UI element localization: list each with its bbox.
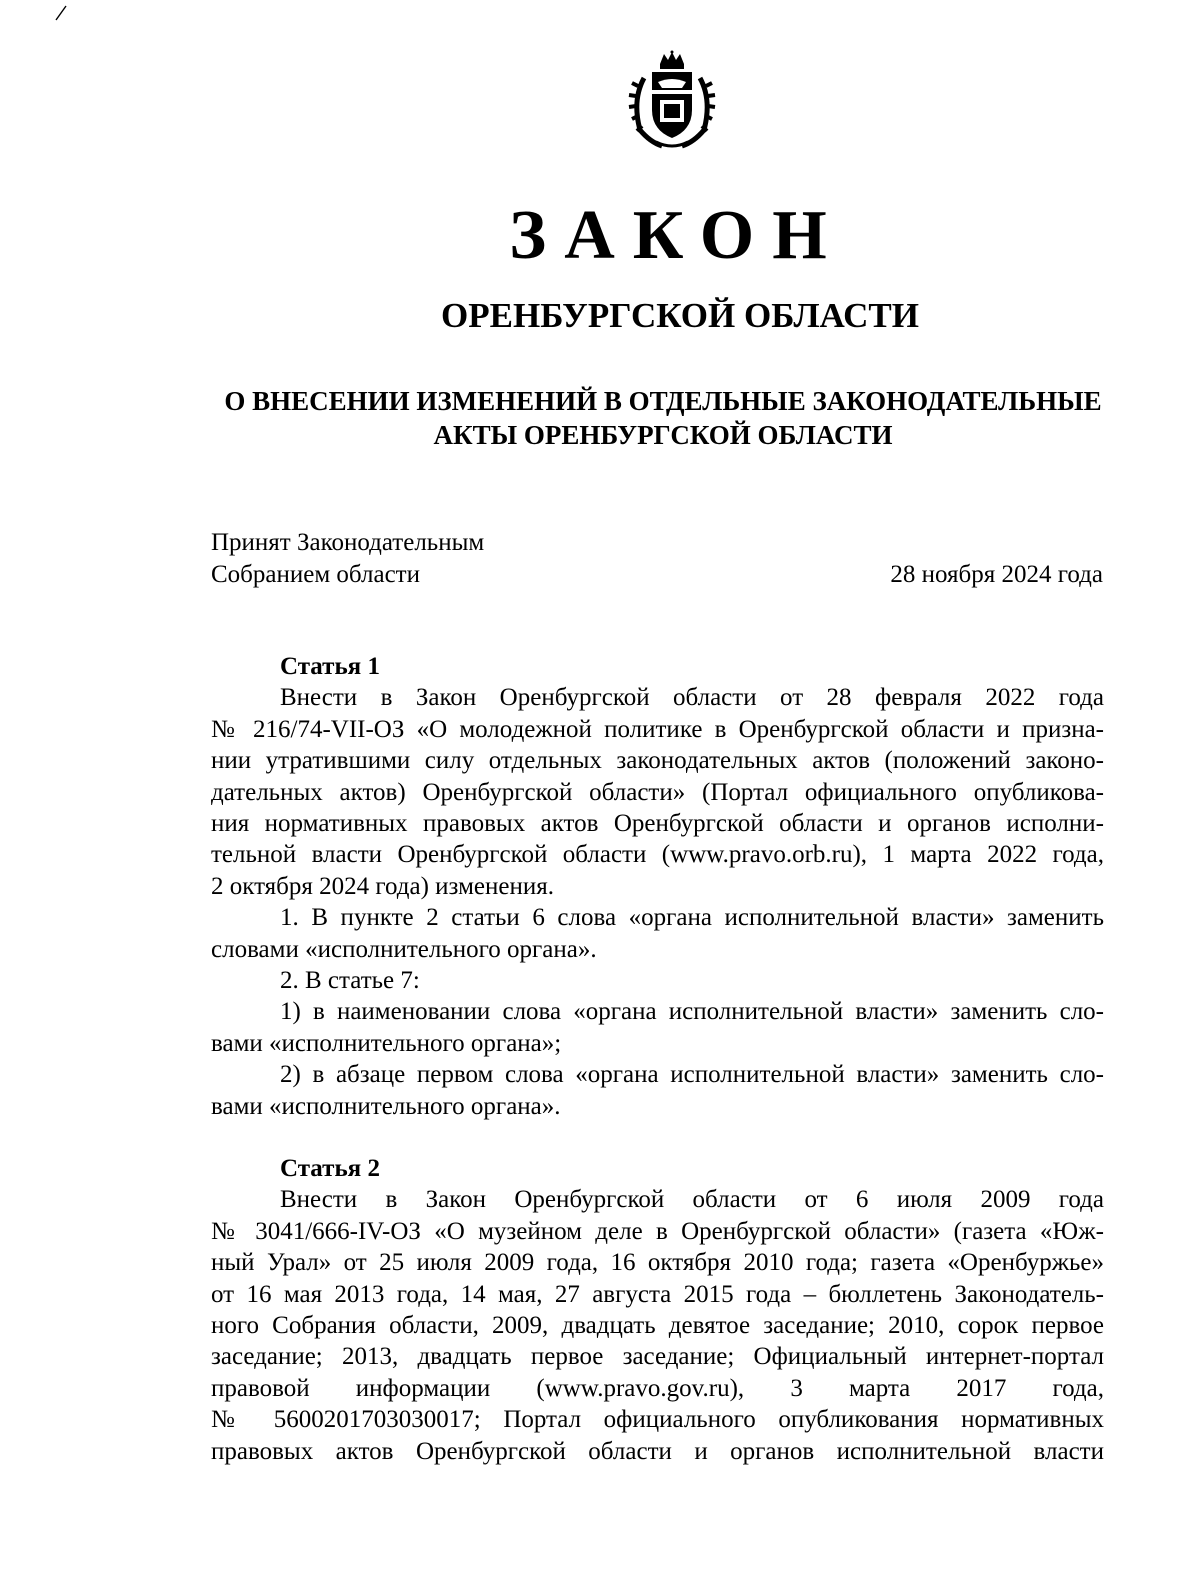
article-line: № 216/74-VII-ОЗ «О молодежной политике в Оренбургской области и призна-	[211, 715, 1104, 743]
article-line: заседание; 2013, двадцать первое заседание; Официальный интернет-портал	[211, 1343, 1104, 1371]
region-title: ОРЕНБУРГСКОЙ ОБЛАСТИ	[441, 296, 919, 335]
article-2	[211, 1153, 1104, 1467]
law-subject	[0, 384, 1200, 452]
article-line: ния нормативных правовых актов Оренбургской области и органов исполни-	[211, 810, 1104, 838]
adoption-line: Собранием области	[211, 561, 420, 588]
article-heading: Статья 2	[280, 1155, 380, 1182]
article-line: правовых актов Оренбургской области и органов исполнительной власти	[211, 1437, 1104, 1465]
document-title: ЗАКОН	[509, 197, 845, 274]
article-line: № 5600201703030017; Портал официального опубликования нормативных	[211, 1406, 1104, 1434]
article-line: 2 октября 2024 года) изменения.	[211, 872, 554, 900]
adoption-info	[211, 527, 484, 591]
coat-of-arms-emblem	[622, 50, 722, 150]
article-line: 2. В статье 7:	[280, 967, 420, 995]
article-line: правовой информации (www.pravo.gov.ru), 3 марта 2017 года,	[211, 1374, 1104, 1402]
article-line: вами «исполнительного органа».	[211, 1092, 561, 1120]
article-line: тельной власти Оренбургской области (www.pravo.orb.ru), 1 марта 2022 года,	[211, 841, 1104, 869]
article-line: дательных актов) Оренбургской области» (Портал официального опубликова-	[211, 778, 1104, 806]
article-line: словами «исполнительного органа».	[211, 935, 597, 963]
article-line: № 3041/666-IV-ОЗ «О музейном деле в Оренбургской области» (газета «Юж-	[211, 1217, 1104, 1245]
article-line: нии утратившими силу отдельных законодательных актов (положений законо-	[211, 747, 1104, 775]
article-line: вами «исполнительного органа»;	[211, 1029, 562, 1057]
article-line: Внести в Закон Оренбургской области от 28 февраля 2022 года	[280, 684, 1104, 712]
law-subject-line: О ВНЕСЕНИИ ИЗМЕНЕНИЙ В ОТДЕЛЬНЫЕ ЗАКОНОДАТЕЛЬНЫЕ	[224, 386, 1102, 416]
article-1	[211, 651, 1104, 1122]
adoption-date: 28 ноября 2024 года	[890, 561, 1103, 588]
law-subject-line: АКТЫ ОРЕНБУРГСКОЙ ОБЛАСТИ	[433, 420, 893, 450]
article-line: от 16 мая 2013 года, 14 мая, 27 августа 2015 года – бюллетень Законодатель-	[211, 1280, 1104, 1308]
article-line: 1) в наименовании слова «органа исполнительной власти» заменить сло-	[280, 998, 1104, 1026]
article-line: ного Собрания области, 2009, двадцать девятое заседание; 2010, сорок первое	[211, 1312, 1104, 1340]
article-line: 1. В пункте 2 статьи 6 слова «органа исполнительной власти» заменить	[280, 904, 1104, 932]
article-heading: Статья 1	[280, 653, 380, 680]
scan-mark	[52, 2, 72, 22]
article-line: 2) в абзаце первом слова «органа исполнительной власти» заменить сло-	[280, 1061, 1104, 1089]
adoption-line: Принят Законодательным	[211, 529, 485, 556]
article-line: ный Урал» от 25 июля 2009 года, 16 октября 2010 года; газета «Оренбуржье»	[211, 1249, 1104, 1277]
article-line: Внести в Закон Оренбургской области от 6 июля 2009 года	[280, 1186, 1104, 1214]
